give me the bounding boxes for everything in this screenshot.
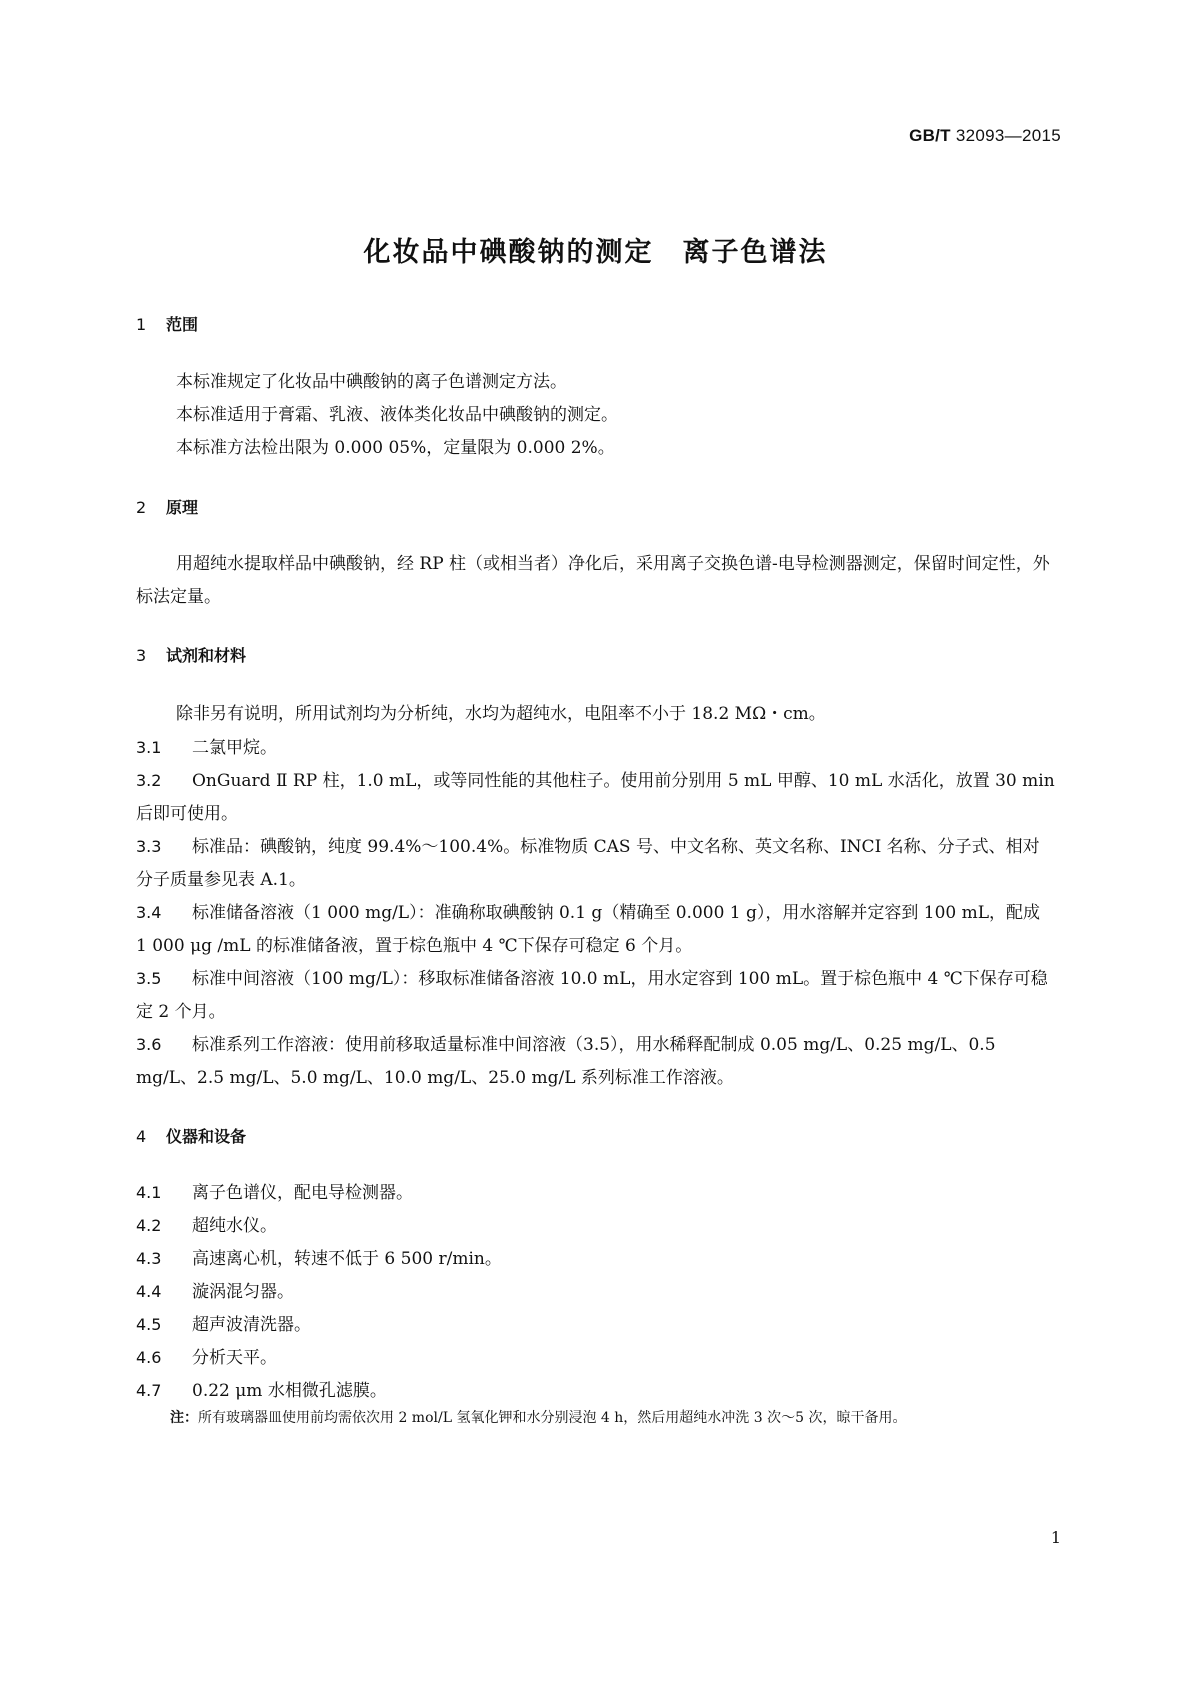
section-title: 仪器和设备 — [166, 1127, 247, 1146]
section-heading-scope — [136, 312, 198, 335]
page-number: 1 — [1050, 1528, 1061, 1547]
clause-text: 超声波清洗器。 — [192, 1315, 311, 1335]
standard-prefix: GB/T — [909, 126, 951, 145]
standard-number: 32093—2015 — [955, 126, 1061, 145]
clause-number: 3.5 — [136, 969, 162, 988]
clause-item — [136, 962, 1056, 1029]
section-heading-reagents — [136, 643, 246, 666]
clause-item — [136, 896, 1056, 963]
clause-item — [136, 1242, 1056, 1276]
clause-text: 离子色谱仪，配电导检测器。 — [192, 1183, 413, 1203]
clause-number: 4.1 — [136, 1183, 162, 1202]
clause-number: 4.6 — [136, 1348, 162, 1367]
section-heading-principle — [136, 495, 198, 518]
clause-text: 标准中间溶液（100 mg/L）：移取标准储备溶液 10.0 mL，用水定容到 100 mL。置于棕色瓶中 4 ℃下保存可稳定 2 个月。 — [136, 969, 1048, 1022]
paragraph: 除非另有说明，所用试剂均为分析纯，水均为超纯水，电阻率不小于 18.2 MΩ・cm。 — [176, 704, 826, 724]
clause-text: 分析天平。 — [192, 1348, 277, 1368]
clause-item — [136, 1176, 1056, 1210]
section-number: 4 — [136, 1127, 147, 1146]
clause-text: 高速离心机，转速不低于 6 500 r/min。 — [192, 1249, 502, 1269]
clause-number: 3.6 — [136, 1035, 162, 1054]
clause-item — [136, 764, 1056, 831]
page-title: 化妆品中碘酸钠的测定 离子色谱法 — [363, 237, 828, 268]
clause-number: 3.3 — [136, 837, 162, 856]
clause-item — [136, 1341, 1056, 1375]
clause-item — [136, 731, 1056, 765]
paragraph: 本标准方法检出限为 0.000 05%，定量限为 0.000 2%。 — [176, 438, 615, 458]
clause-text: 0.22 μm 水相微孔滤膜。 — [192, 1381, 387, 1401]
clause-number: 4.5 — [136, 1315, 162, 1334]
clause-text: 二氯甲烷。 — [192, 738, 277, 758]
clause-number: 4.7 — [136, 1381, 162, 1400]
clause-item — [136, 1209, 1056, 1243]
clause-item — [136, 1275, 1056, 1309]
paragraph: 本标准规定了化妆品中碘酸钠的离子色谱测定方法。 — [176, 372, 567, 392]
clause-number: 4.2 — [136, 1216, 162, 1235]
note — [170, 1404, 1058, 1433]
clause-text: 漩涡混匀器。 — [192, 1282, 294, 1302]
clause-item — [136, 830, 1056, 897]
clause-number: 3.1 — [136, 738, 162, 757]
section-number: 2 — [136, 498, 147, 517]
clause-text: 超纯水仪。 — [192, 1216, 277, 1236]
clause-number: 4.4 — [136, 1282, 162, 1301]
clause-number: 3.2 — [136, 771, 162, 790]
clause-text: 标准系列工作溶液：使用前移取适量标准中间溶液（3.5），用水稀释配制成 0.05 mg/L、0.25 mg/L、0.5 mg/L、2.5 mg/L、5.0 mg/L、10.0 mg/L、25.0 mg/L 系列标准工作溶液。 — [136, 1035, 996, 1088]
clause-text: OnGuard Ⅱ RP 柱，1.0 mL，或等同性能的其他柱子。使用前分别用 5 mL 甲醇、10 mL 水活化，放置 30 min 后即可使用。 — [136, 771, 1055, 824]
clause-item — [136, 1028, 1056, 1095]
section-title: 范围 — [166, 315, 199, 334]
standard-code — [909, 126, 1061, 146]
clause-item — [136, 1308, 1056, 1342]
note-text: 所有玻璃器皿使用前均需依次用 2 mol/L 氢氧化钾和水分别浸泡 4 h，然后用超纯水冲洗 3 次～5 次，晾干备用。 — [198, 1410, 907, 1426]
paragraph: 用超纯水提取样品中碘酸钠，经 RP 柱（或相当者）净化后，采用离子交换色谱-电导检测器测定，保留时间定性，外标法定量。 — [136, 554, 1050, 607]
clause-text: 标准品：碘酸钠，纯度 99.4%～100.4%。标准物质 CAS 号、中文名称、英文名称、INCI 名称、分子式、相对分子质量参见表 A.1。 — [136, 837, 1040, 890]
paragraph: 本标准适用于膏霜、乳液、液体类化妆品中碘酸钠的测定。 — [176, 405, 618, 425]
section-number: 1 — [136, 315, 147, 334]
section-title: 试剂和材料 — [166, 646, 247, 665]
clause-text: 标准储备溶液（1 000 mg/L）：准确称取碘酸钠 0.1 g（精确至 0.000 1 g），用水溶解并定容到 100 mL，配成 1 000 μg /mL 的标准储备液，置于棕色瓶中 4 ℃下保存可稳定 6 个月。 — [136, 903, 1041, 956]
note-label: 注： — [170, 1410, 198, 1426]
section-heading-instruments — [136, 1124, 246, 1147]
clause-number: 4.3 — [136, 1249, 162, 1268]
clause-number: 3.4 — [136, 903, 162, 922]
section-title: 原理 — [166, 498, 199, 517]
clause-item — [136, 1374, 1056, 1408]
section-number: 3 — [136, 646, 147, 665]
